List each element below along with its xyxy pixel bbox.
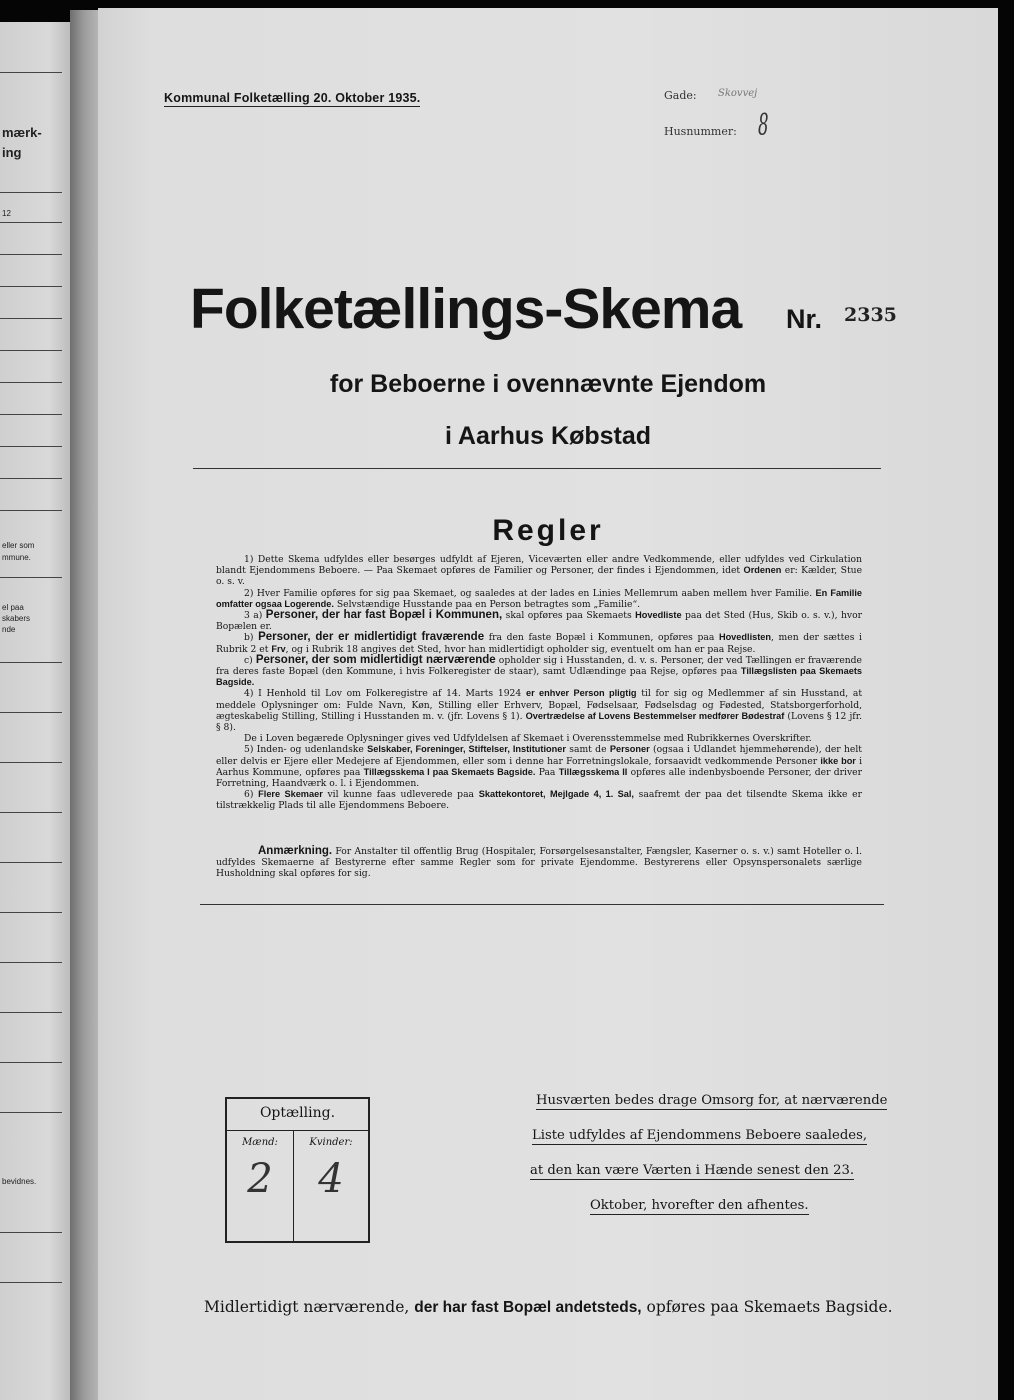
left-page-fragment: eller som	[2, 541, 35, 550]
maend-count: 2	[247, 1156, 273, 1202]
form-subtitle-city: i Aarhus Købstad	[444, 422, 652, 450]
kvinder-label: Kvinder:	[309, 1137, 353, 1148]
left-page-fragment: mmune.	[2, 553, 31, 562]
divider	[200, 904, 884, 905]
rule-2: 2) Hver Familie opføres for sig paa Skemaet, og saaledes at der lades en Linies Mellemrum aaben mellem hver Familie. En Familie omfatter ogsaa Logerende. Selvstændige Husstande paa en Person betragtes som „Familie“.	[216, 587, 862, 610]
form-title: Folketællings-Skema	[190, 277, 742, 341]
maend-label: Mænd:	[242, 1137, 278, 1148]
ruled-line	[0, 222, 62, 223]
ruled-line	[0, 1062, 62, 1063]
ruled-line	[0, 962, 62, 963]
ruled-line	[0, 254, 62, 255]
ruled-line	[0, 350, 62, 351]
ruled-line	[0, 382, 62, 383]
husvaert-notice-line: Liste udfyldes af Ejendommens Beboere saaledes,	[532, 1128, 868, 1143]
book-gutter	[70, 10, 100, 1400]
ruled-line	[0, 912, 62, 913]
left-page-fragment: nde	[2, 625, 16, 634]
rule-1: 1) Dette Skema udfyldes eller besørges udfyldt af Ejeren, Viceværten eller andre Vedkommende, eller udfyldes ved Cirkulation blandt Ejendommens Beboere. — Paa Skemaet opføres de Familier og Personer, der findes i Ejendommen, idet Ordenen er: Kælder, Stue o. s. v.	[216, 554, 863, 588]
rules-text	[216, 554, 862, 812]
ruled-line	[0, 1232, 62, 1233]
left-page-fragment: ing	[2, 145, 22, 160]
husvaert-notice-line: Husværten bedes drage Omsorg for, at nærværende	[536, 1093, 888, 1108]
ruled-line	[0, 318, 62, 319]
rule-5: 5) Inden- og udenlandske Selskaber, Foreninger, Stiftelser, Institutioner samt de Personer (ogsaa i Udlandet hjemmehørende), der helt eller delvis er Ejere eller Medejere af Ejendommen, eller som i denne har Forretningslokale, forsaavidt vedkommende Personer ikke bor i Aarhus Kommune, opføres paa Tillægsskema I paa Skemaets Bagside. Paa Tillægsskema II opføres alle indenbysboende Personer, der driver Forretning, Haandværk o. l. i Ejendommen.	[216, 744, 863, 790]
form-number-label: Nr.	[786, 304, 823, 334]
ruled-line	[0, 662, 62, 663]
footer-instruction: Midlertidigt nærværende, der har fast Bopæl andetsteds, opføres paa Skemaets Bagside.	[204, 1298, 893, 1316]
gade-label: Gade:	[664, 89, 697, 102]
ruled-line	[0, 577, 62, 578]
anmaerkning-text: For Anstalter til offentlig Brug (Hospitaler, Forsørgelsesanstalter, Fængsler, Kaserner o. s. v.) samt Hoteller o. l. udfyldes Skemaerne af Bestyrerne efter samme Regler som for private Ejendomme. Bestyrerens eller Opsynspersonalets særlige Husholdning skal opføres for sig.	[216, 846, 862, 880]
ruled-line	[0, 1012, 62, 1013]
ruled-line	[0, 478, 62, 479]
ruled-line	[0, 712, 62, 713]
rules-heading: Regler	[492, 514, 604, 547]
census-form-page	[98, 8, 998, 1400]
rule-3c: c) Personer, der som midlertidigt nærværende opholder sig i Husstanden, d. v. s. Personer, der ved Tællingen er fraværende fra deres faste Bopæl (den Kommune, i hvis Folkeregister de staar), samt Udlændinge paa Rejse, opføres paa Tillægslisten paa Skemaets Bagside.	[216, 653, 862, 688]
husnummer-value: 8	[758, 108, 769, 143]
anmaerkning-note	[216, 846, 862, 880]
ruled-line	[0, 414, 62, 415]
ruled-line	[0, 510, 62, 511]
optaelling-box	[225, 1097, 370, 1243]
left-page-fragment: skabers	[2, 614, 31, 623]
box-divider	[227, 1130, 368, 1131]
left-page-fragment: mærk-	[2, 125, 42, 140]
ruled-line	[0, 72, 62, 73]
ruled-line	[0, 1282, 62, 1283]
rule-6: 6) Flere Skemaer vil kunne faas udleverede paa Skattekontoret, Mejlgade 4, 1. Sal, saafremt der paa det tilsendte Skema ikke er tilstrækkelig Plads til alle Ejendommens Beboere.	[216, 789, 862, 812]
left-page-fragment: bevidnes.	[2, 1177, 37, 1186]
ruled-line	[0, 862, 62, 863]
form-number-value: 2335	[844, 304, 897, 326]
gade-value: Skovvej	[718, 88, 758, 99]
husvaert-notice-line: at den kan være Værten i Hænde senest den 23.	[530, 1163, 855, 1178]
divider	[193, 468, 881, 469]
ruled-line	[0, 812, 62, 813]
anmaerkning-label: Anmærkning.	[258, 845, 333, 857]
husnummer-label: Husnummer:	[664, 125, 737, 138]
rule-4b: De i Loven begærede Oplysninger gives ved Udfyldelsen af Skemaet i Overensstemmelse med Rubrikkernes Overskrifter.	[244, 733, 812, 745]
ruled-line	[0, 286, 62, 287]
ruled-line	[0, 1112, 62, 1113]
previous-page-edge	[0, 22, 70, 1400]
rule-3a: 3 a) Personer, der har fast Bopæl i Kommunen, skal opføres paa Skemaets Hovedliste paa det Sted (Hus, Skib o. s. v.), hvor Bopælen er.	[216, 609, 863, 633]
form-subtitle: for Beboerne i ovennævnte Ejendom	[329, 370, 767, 398]
ruled-line	[0, 762, 62, 763]
left-page-fragment: 12	[2, 209, 11, 218]
left-page-fragment: el paa	[2, 603, 24, 612]
ruled-line	[0, 192, 62, 193]
optaelling-title: Optælling.	[259, 1105, 336, 1121]
rule-4: 4) I Henhold til Lov om Folkeregistre af 14. Marts 1924 er enhver Person pligtig til for sig og Medlemmer af sin Husstand, at meddele Oplysninger om: Fulde Navn, Køn, Stilling eller Erhverv, Bopæl, Fødselsaar, Fødselsdag og Fødested, Statsborgerforhold, ægteskabelig Stilling, Stilling i Husstanden m. v. (jfr. Lovens § 1). Overtrædelse af Lovens Bestemmelser medfører Bødestraf (Lovens § 12 jfr. § 8).	[216, 688, 863, 734]
rule-3b: b) Personer, der er midlertidigt fraværende fra den faste Bopæl i Kommunen, opføres paa Hovedlisten, men der sættes i Rubrik 2 et Frv, og i Rubrik 18 angives det Sted, hvor han midlertidigt opholder sig, eventuelt om han er paa Rejse.	[216, 631, 862, 655]
husvaert-notice-line: Oktober, hvorefter den afhentes.	[590, 1198, 809, 1213]
census-header-label: Kommunal Folketælling 20. Oktober 1935.	[164, 91, 421, 105]
kvinder-count: 4	[318, 1156, 344, 1202]
ruled-line	[0, 446, 62, 447]
